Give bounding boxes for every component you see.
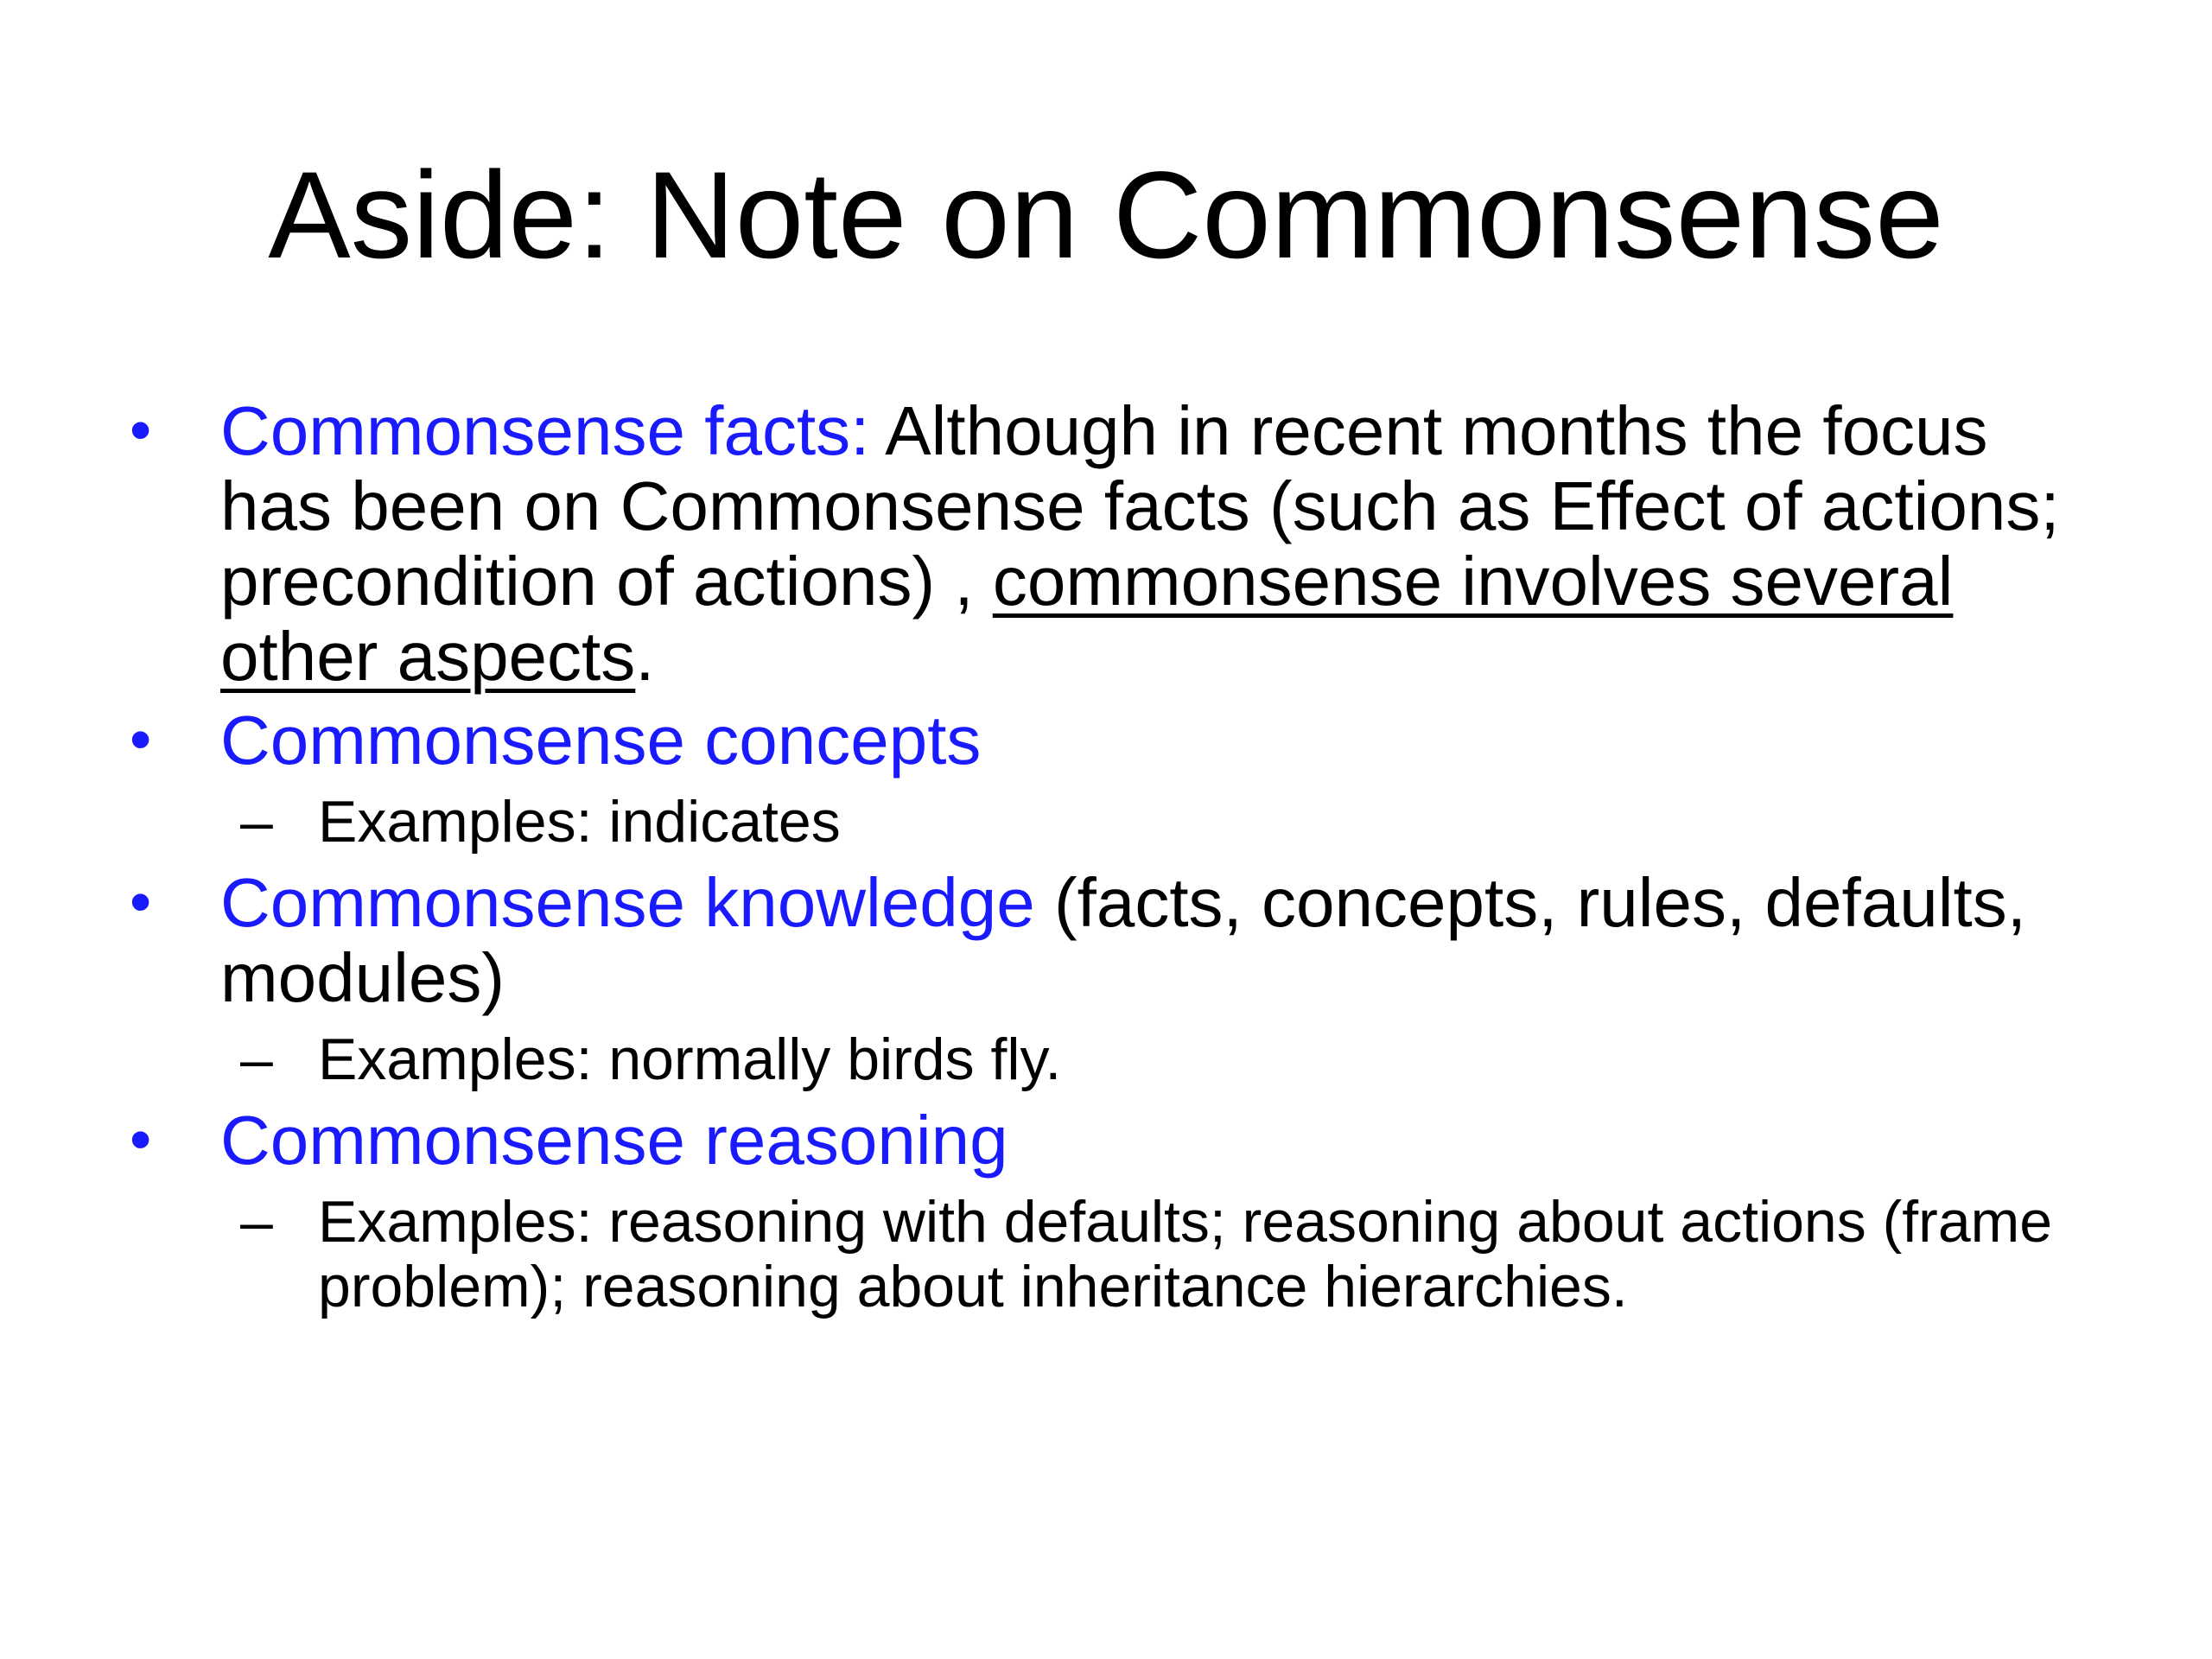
sub-dash: – bbox=[240, 1027, 273, 1092]
bullet-list bbox=[130, 393, 2117, 1330]
bullet-item-knowledge bbox=[130, 865, 2117, 1015]
bullet-dot: • bbox=[130, 1105, 152, 1174]
bullet-lead: Commonsense concepts bbox=[220, 702, 982, 779]
bullet-dot: • bbox=[130, 705, 152, 774]
bullet-text-end: . bbox=[635, 618, 655, 695]
sub-item-text: Examples: indicates bbox=[318, 789, 841, 855]
sub-dash: – bbox=[240, 1189, 273, 1255]
sub-item-text: Examples: normally birds fly. bbox=[318, 1027, 1062, 1092]
sub-item bbox=[130, 1190, 2117, 1319]
bullet-dot: • bbox=[130, 396, 152, 465]
underlined-text: commonsense involves several other aspects bbox=[220, 543, 1954, 695]
sub-item bbox=[130, 790, 2117, 855]
bullet-text: (facts, concepts, rules, defaults, modules) bbox=[220, 864, 2026, 1016]
slide-title: Aside: Note on Commonsense bbox=[268, 147, 1944, 284]
sub-item-text: Examples: reasoning with defaults; reasoning about actions (frame problem); reasoning about inheritance hierarchies. bbox=[318, 1189, 2053, 1319]
bullet-lead: Commonsense facts: bbox=[220, 392, 870, 469]
sub-item bbox=[130, 1027, 2117, 1092]
bullet-item-concepts bbox=[130, 702, 2117, 778]
bullet-lead: Commonsense reasoning bbox=[220, 1102, 1008, 1179]
bullet-item-reasoning bbox=[130, 1103, 2117, 1178]
bullet-lead: Commonsense knowledge bbox=[220, 864, 1035, 941]
bullet-dot: • bbox=[130, 868, 152, 937]
sub-dash: – bbox=[240, 789, 273, 855]
bullet-item-facts bbox=[130, 393, 2117, 694]
bullet-text: Although in recent months the focus has been on Commonsense facts (such as Effect of actions; precondition of actions) , bbox=[220, 392, 2060, 620]
